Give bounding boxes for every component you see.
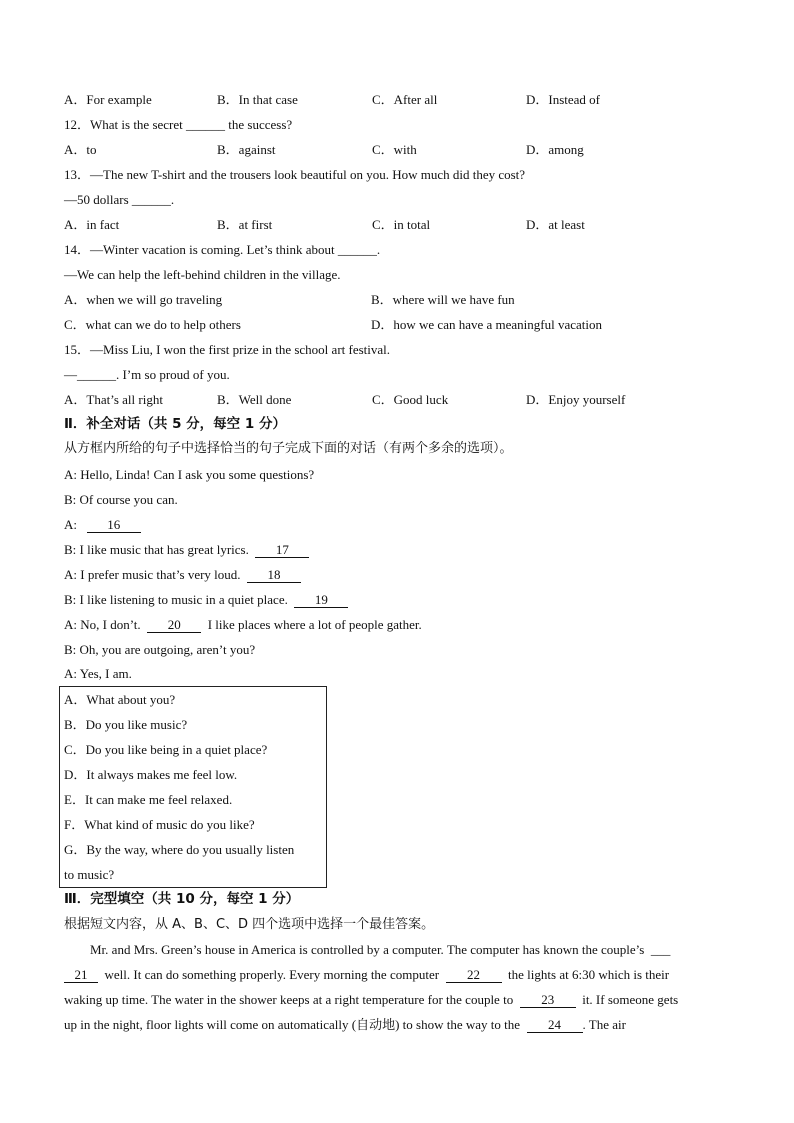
q12-option-b: B．against	[217, 142, 276, 157]
q14-option-d: D．how we can have a meaningful vacation	[371, 317, 603, 332]
dialogue-line-1: A: Hello, Linda! Can I ask you some questions?	[64, 467, 315, 482]
q15-option-c: C．Good luck	[372, 392, 449, 407]
box-option-g: G．By the way, where do you usually listen	[64, 842, 295, 857]
dialogue-line-4	[64, 542, 309, 558]
dialogue-text-4: B: I like music that has great lyrics.	[64, 542, 249, 557]
dialogue-text-7-after: I like places where a lot of people gather.	[207, 617, 422, 632]
box-option-g-continued: to music?	[64, 867, 115, 882]
q13-reply-before: —50 dollars	[64, 192, 132, 207]
dialogue-line-3	[64, 517, 141, 533]
blank-18[interactable]: 18	[247, 568, 301, 583]
q15-option-a: A．That’s all right	[64, 392, 163, 407]
blank-23[interactable]: 23	[520, 993, 576, 1008]
passage-text-1: Mr. and Mrs. Green’s house in America is controlled by a computer. The computer has known the couple’s	[90, 942, 645, 957]
q11-option-a: A．For example	[64, 92, 152, 107]
dialogue-line-5	[64, 567, 301, 583]
q15-blank: ______	[77, 367, 116, 382]
blank-21[interactable]: 21	[64, 968, 98, 983]
q13-stem: 13．—The new T-shirt and the trousers look beautiful on you. How much did they cost?	[64, 167, 526, 182]
dialogue-line-8: B: Oh, you are outgoing, aren’t you?	[64, 642, 256, 657]
q12-stem	[64, 117, 292, 133]
passage-text-4-end: . The air	[582, 1017, 626, 1032]
section2-instruction: 从方框内所给的句子中选择恰当的句子完成下面的对话（有两个多余的选项）。	[64, 441, 513, 456]
blank-19[interactable]: 19	[294, 593, 348, 608]
q14-stem-before: 14．—Winter vacation is coming. Let’s think about	[64, 242, 338, 257]
section3-heading: Ⅲ．完型填空（共 10 分，每空 1 分）	[64, 891, 300, 907]
q14-stem	[64, 242, 380, 258]
passage-text-3: waking up time. The water in the shower keeps at a right temperature for the couple to	[64, 992, 514, 1007]
box-option-b: B．Do you like music?	[64, 717, 188, 732]
passage-text-4: up in the night, floor lights will come on automatically (自动地) to show the way to the	[64, 1017, 521, 1032]
q14-stem-after: .	[376, 242, 381, 257]
q12-blank: ______	[186, 117, 226, 132]
q14-option-b: B．where will we have fun	[371, 292, 515, 307]
q11-option-c: C．After all	[372, 92, 438, 107]
dialogue-speaker-a: A:	[64, 517, 77, 532]
blank-24[interactable]: 24	[527, 1018, 583, 1033]
blank-20[interactable]: 20	[147, 618, 201, 633]
q13-option-d: D．at least	[526, 217, 585, 232]
passage-line-1	[90, 942, 670, 958]
box-option-d: D．It always makes me feel low.	[64, 767, 238, 782]
q15-option-b: B．Well done	[217, 392, 292, 407]
dialogue-line-2: B: Of course you can.	[64, 492, 178, 507]
q15-option-d: D．Enjoy yourself	[526, 392, 626, 407]
box-option-c: C．Do you like being in a quiet place?	[64, 742, 268, 757]
dialogue-text-7: A: No, I don’t.	[64, 617, 141, 632]
q14-option-c: C．what can we do to help others	[64, 317, 241, 332]
passage-line-4	[64, 1017, 626, 1033]
passage-blank-21-start: ___	[650, 942, 671, 957]
blank-16[interactable]: 16	[87, 518, 141, 533]
section2-heading: Ⅱ．补全对话（共 5 分，每空 1 分）	[64, 416, 286, 432]
blank-17[interactable]: 17	[255, 543, 309, 558]
q11-option-d: D．Instead of	[526, 92, 601, 107]
q13-option-c: C．in total	[372, 217, 431, 232]
q13-reply	[64, 192, 174, 208]
q13-reply-after: .	[170, 192, 175, 207]
dialogue-line-7	[64, 617, 422, 633]
q15-reply-after: . I’m so proud of you.	[116, 367, 230, 382]
q13-option-a: A．in fact	[64, 217, 120, 232]
q12-option-c: C．with	[372, 142, 417, 157]
section3-instruction: 根据短文内容，从 A、B、C、D 四个选项中选择一个最佳答案。	[64, 917, 435, 932]
dialogue-text-6: B: I like listening to music in a quiet place.	[64, 592, 288, 607]
blank-22[interactable]: 22	[446, 968, 502, 983]
q12-stem-after: the success?	[225, 117, 293, 132]
q15-reply-before: —	[64, 367, 77, 382]
dialogue-line-9: A: Yes, I am.	[64, 666, 132, 681]
box-option-a: A．What about you?	[64, 692, 176, 707]
q15-stem: 15．—Miss Liu, I won the first prize in the school art festival.	[64, 342, 391, 357]
dialogue-text-5: A: I prefer music that’s very loud.	[64, 567, 241, 582]
q11-option-b: B．In that case	[217, 92, 298, 107]
q12-option-a: A．to	[64, 142, 97, 157]
passage-text-3-end: it. If someone gets	[582, 992, 679, 1007]
box-option-f: F．What kind of music do you like?	[64, 817, 255, 832]
q14-option-a: A．when we will go traveling	[64, 292, 223, 307]
q14-blank: ______	[337, 242, 377, 257]
q12-option-d: D．among	[526, 142, 584, 157]
q13-blank: ______	[131, 192, 171, 207]
q12-stem-before: 12．What is the secret	[64, 117, 187, 132]
box-option-e: E．It can make me feel relaxed.	[64, 792, 233, 807]
dialogue-line-6	[64, 592, 348, 608]
passage-line-3	[64, 992, 678, 1008]
q15-reply	[64, 367, 230, 383]
q13-option-b: B．at first	[217, 217, 273, 232]
passage-text-2-end: the lights at 6:30 which is their	[508, 967, 670, 982]
passage-line-2	[64, 967, 669, 983]
q14-reply: —We can help the left-behind children in the village.	[64, 267, 341, 282]
passage-text-2: well. It can do something properly. Every morning the computer	[104, 967, 440, 982]
